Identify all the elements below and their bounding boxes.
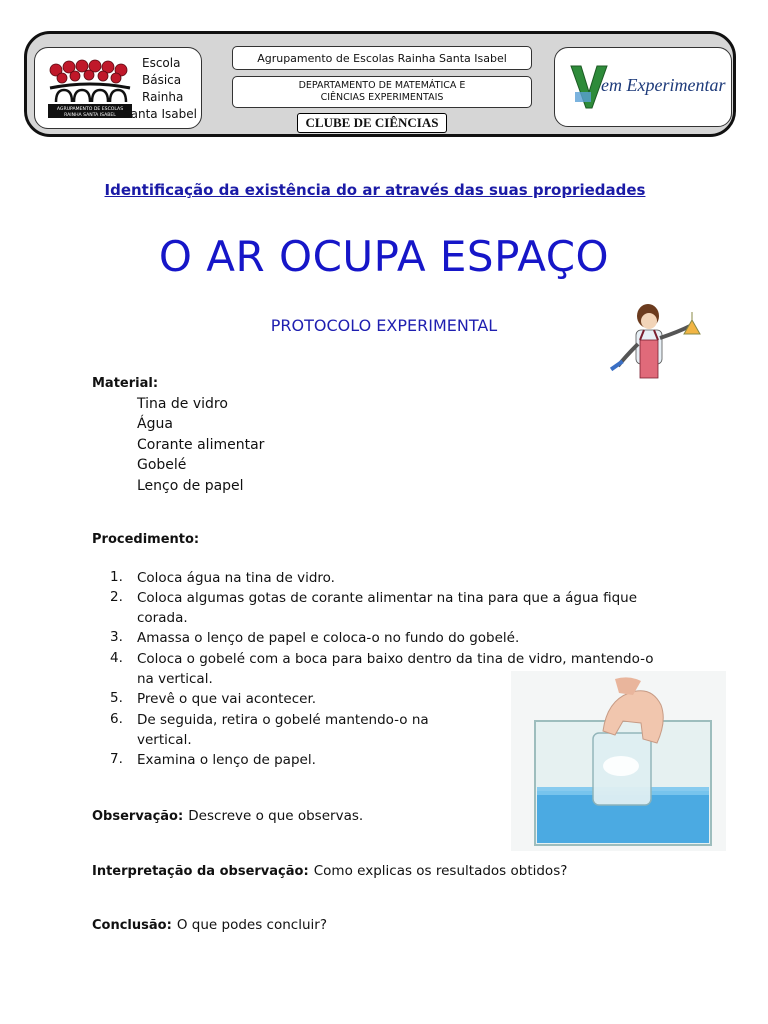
step-number: 3. xyxy=(110,629,123,645)
step-number: 2. xyxy=(110,589,123,605)
procedure-label: Procedimento: xyxy=(92,532,200,547)
material-item: Água xyxy=(137,416,173,432)
material-item: Gobelé xyxy=(137,457,187,473)
school-line-1: Escola xyxy=(142,56,181,70)
protocol-heading: PROTOCOLO EXPERIMENTAL xyxy=(270,316,498,335)
observation-text: Descreve o que observas. xyxy=(188,808,364,824)
step-text: vertical. xyxy=(137,732,192,748)
step-text: Coloca água na tina de vidro. xyxy=(137,570,335,586)
school-logo-box xyxy=(34,47,202,129)
interpretation-label: Interpretação da observação: xyxy=(92,864,309,879)
material-label: Material: xyxy=(92,376,159,391)
document-subtitle: Identificação da existência do ar através das suas propriedades xyxy=(104,181,646,199)
interpretation-row xyxy=(92,860,567,879)
material-item: Lenço de papel xyxy=(137,478,244,494)
brand-text: em Experimentar xyxy=(601,75,726,95)
brand-logo-box xyxy=(554,47,732,127)
department-line-2: CIÊNCIAS EXPERIMENTAIS xyxy=(320,92,444,103)
department-box xyxy=(232,76,532,108)
step-number: 1. xyxy=(110,569,123,585)
conclusion-text: O que podes concluir? xyxy=(176,917,327,933)
observation-row xyxy=(92,805,363,824)
school-line-3: Rainha xyxy=(142,90,184,104)
school-line-4: Santa Isabel xyxy=(123,107,197,121)
step-text: Examina o lenço de papel. xyxy=(137,752,316,768)
step-text: Amassa o lenço de papel e coloca-o no fundo do gobelé. xyxy=(137,630,520,646)
step-text: De seguida, retira o gobelé mantendo-o na xyxy=(137,712,429,728)
step-text: Coloca o gobelé com a boca para baixo dentro da tina de vidro, mantendo-o xyxy=(137,651,654,667)
club-label xyxy=(297,113,447,133)
school-line-2: Básica xyxy=(142,73,182,87)
experiment-photo xyxy=(511,671,726,851)
interpretation-text: Como explicas os resultados obtidos? xyxy=(313,863,568,879)
step-number: 5. xyxy=(110,690,123,706)
club-text: CLUBE DE CIÊNCIAS xyxy=(305,115,439,130)
department-line-1: DEPARTAMENTO DE MATEMÁTICA E xyxy=(298,80,466,91)
step-number: 7. xyxy=(110,751,123,767)
scientist-illustration xyxy=(606,300,718,382)
logo-text-bottom: RAINHA SANTA ISABEL xyxy=(64,113,116,118)
page-title: O AR OCUPA ESPAÇO xyxy=(158,232,610,281)
step-number: 4. xyxy=(110,650,123,666)
material-item: Corante alimentar xyxy=(137,437,265,453)
step-text: corada. xyxy=(137,610,188,626)
step-text: Coloca algumas gotas de corante alimentar na tina para que a água fique xyxy=(137,590,638,606)
conclusion-label: Conclusão: xyxy=(92,918,172,933)
observation-label: Observação: xyxy=(92,809,184,824)
step-text: Prevê o que vai acontecer. xyxy=(137,691,317,707)
step-number: 6. xyxy=(110,711,123,727)
group-name: Agrupamento de Escolas Rainha Santa Isabel xyxy=(257,51,507,65)
group-name-box xyxy=(232,46,532,70)
logo-text-top: AGRUPAMENTO DE ESCOLAS xyxy=(56,107,124,112)
step-text: na vertical. xyxy=(137,671,213,687)
material-item: Tina de vidro xyxy=(137,396,228,412)
conclusion-row xyxy=(92,914,327,933)
document-header xyxy=(24,31,736,137)
